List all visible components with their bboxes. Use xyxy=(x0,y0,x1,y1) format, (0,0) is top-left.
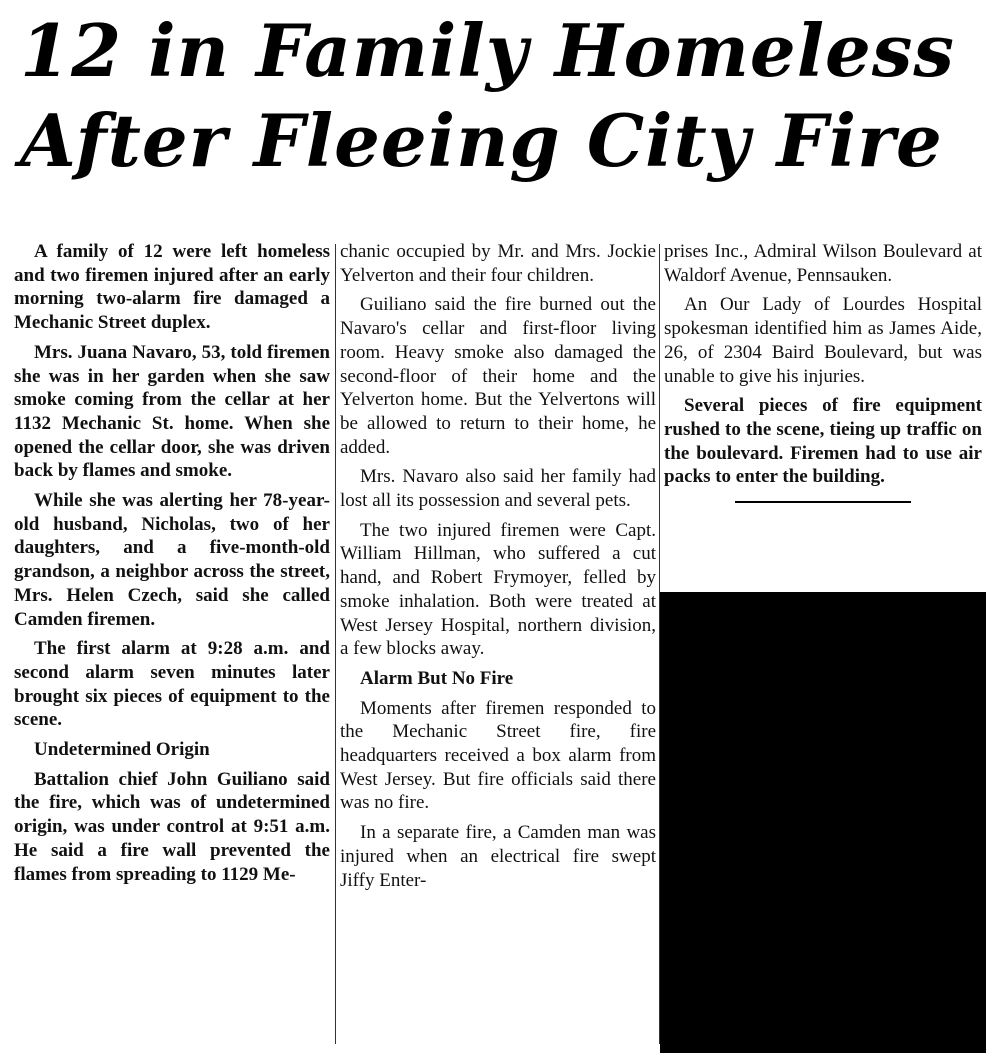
headline-line-1: 12 in Family Homeless xyxy=(20,8,955,93)
paragraph: While she was alerting her 78-year-old husband, Nicholas, two of her daughters, and a five-month-old grandson, a neighbor across the street, Mrs. Helen Czech, said she called Camden firemen. xyxy=(14,490,330,630)
paragraph: chanic occupied by Mr. and Mrs. Jockie Yelverton and their four children. xyxy=(340,241,656,286)
paragraph: Mrs. Navaro also said her family had lost all its possession and several pets. xyxy=(340,466,656,512)
paragraph: The first alarm at 9:28 a.m. and second alarm seven minutes later brought six pieces of equipment to the scene. xyxy=(14,638,330,731)
column-rule-1 xyxy=(335,244,336,1044)
paragraph: The two injured firemen were Capt. William Hillman, who suffered a cut hand, and Robert Frymoyer, felled by smoke inhalation. Both were treated at West Jersey Hospital, northern division, a few blocks away. xyxy=(340,519,656,660)
article-column-2 xyxy=(340,240,656,898)
black-block xyxy=(660,592,986,1053)
article-column-1 xyxy=(14,240,330,892)
paragraph: Mrs. Juana Navaro, 53, told firemen she was in her garden when she saw smoke coming from the cellar at her 1132 Mechanic St. home. When she opened the cellar door, she was driven back by flames and smoke. xyxy=(14,341,330,482)
paragraph: Battalion chief John Guiliano said the fire, which was of undetermined origin, was under control at 9:51 a.m. He said a fire wall prevented the flames from spreading to 1129 Me- xyxy=(14,768,330,885)
article-column-3 xyxy=(664,240,982,503)
paragraph: prises Inc., Admiral Wilson Boulevard at Waldorf Avenue, Pennsauken. xyxy=(664,241,982,286)
subheading: Undetermined Origin xyxy=(34,739,210,761)
paragraph: An Our Lady of Lourdes Hospital spokesman identified him as James Aide, 26, of 2304 Baird Boulevard, but was unable to give his injuries. xyxy=(664,294,982,387)
subheading: Alarm But No Fire xyxy=(360,667,514,689)
paragraph: Guiliano said the fire burned out the Navaro's cellar and first-floor living room. Heavy smoke also damaged the second-floor of their home and the Yelverton home. But the Yelvertons will be allowed to return to their home, he added. xyxy=(340,294,656,458)
headline xyxy=(20,6,960,186)
paragraph: A family of 12 were left homeless and two firemen injured after an early morning two-alarm fire damaged a Mechanic Street duplex. xyxy=(14,241,330,334)
paragraph: Several pieces of fire equipment rushed to the scene, tieing up traffic on the boulevard. Firemen had to use air packs to enter the building. xyxy=(664,395,982,488)
headline-line-2: After Fleeing City Fire xyxy=(20,98,943,183)
end-rule xyxy=(735,501,911,503)
paragraph: Moments after firemen responded to the Mechanic Street fire, fire headquarters received a box alarm from West Jersey. But fire officials said there was no fire. xyxy=(340,697,656,814)
paragraph: In a separate fire, a Camden man was injured when an electrical fire swept Jiffy Enter- xyxy=(340,822,656,891)
